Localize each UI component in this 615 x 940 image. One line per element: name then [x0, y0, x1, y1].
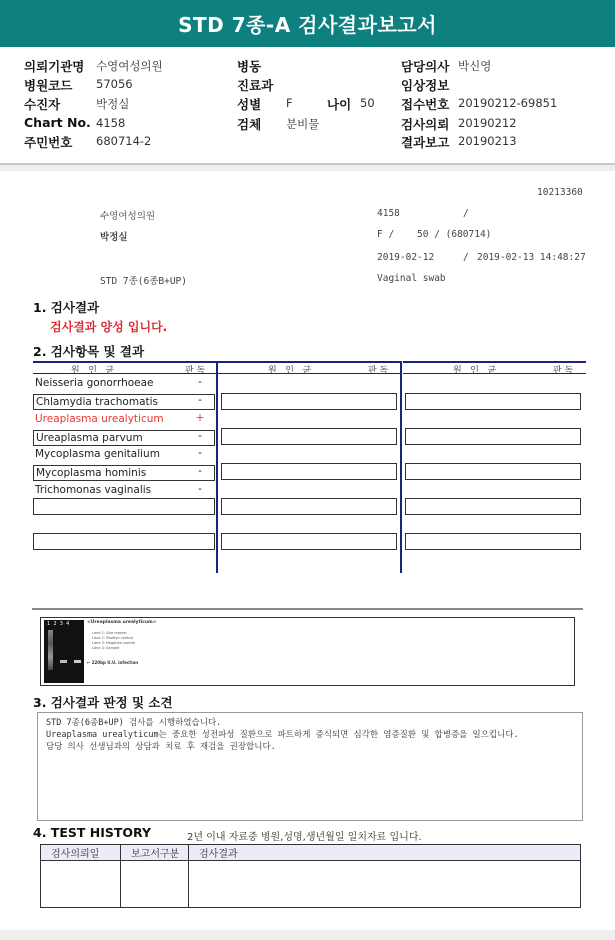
report-date-separator: /: [463, 252, 469, 263]
history-cell: [189, 861, 581, 908]
value-doctor: 박신영: [458, 59, 492, 73]
value-result-date: 20190213: [458, 134, 517, 148]
label-doctor: 담당의사: [401, 59, 450, 74]
table-head-col3: 원 인 균 판 독: [403, 361, 586, 374]
empty-row: [405, 393, 581, 410]
value-resident-no: 680714-2: [96, 134, 152, 148]
gel-band: [60, 660, 67, 663]
report-date-request: 2019-02-12: [377, 252, 435, 263]
value-hospital-code: 57056: [96, 77, 133, 91]
organism-result: -: [198, 483, 202, 495]
organism-name: Chlamydia trachomatis: [33, 394, 215, 410]
label-request-date: 검사의뢰: [401, 117, 450, 132]
report-test-name: STD 7종(6종B+UP): [100, 276, 187, 287]
gel-legend: Lane 2: Positive control: [92, 636, 133, 640]
gel-electrophoresis-image: [44, 620, 84, 683]
gel-legend: Lane 1: Size marker: [92, 631, 127, 635]
report-patient: 박정실: [100, 232, 128, 243]
empty-row: [221, 533, 397, 550]
empty-row: [221, 393, 397, 410]
label-department: 진료과: [237, 78, 274, 93]
value-receipt-no: 20190212-69851: [458, 96, 558, 110]
empty-row: [405, 533, 581, 550]
report-title: STD 7종-A 검사결과보고서: [0, 0, 615, 47]
label-clinical-info: 임상정보: [401, 78, 450, 93]
label-chart-no: Chart No.: [24, 115, 91, 130]
label-specimen: 검체: [237, 117, 262, 132]
value-age: 50: [360, 96, 375, 110]
empty-row: [405, 463, 581, 480]
gel-lane-numbers: 1 2 3 4: [47, 621, 70, 627]
gel-legend: Lane 4: Sample: [92, 646, 120, 650]
value-specimen: 분비물: [286, 117, 320, 131]
report-separator: /: [463, 208, 469, 219]
empty-row: [221, 428, 397, 445]
gel-band-label: ← 220bp U.U. infection: [87, 660, 139, 665]
table-divider-2: [400, 361, 402, 573]
gel-legend: Lane 3: Negative control: [92, 641, 136, 645]
organism-name: Mycoplasma hominis: [33, 465, 215, 481]
history-table: [40, 844, 581, 908]
result-positive-message: 검사결과 양성 입니다.: [50, 320, 168, 334]
organism-name-positive: Ureaplasma urealyticum: [35, 413, 164, 425]
history-header-result: 검사결과: [189, 845, 581, 861]
label-sex: 성별: [237, 97, 262, 112]
report-specimen: Vaginal swab: [377, 273, 446, 284]
value-institution: 수영여성의원: [96, 59, 163, 73]
table-divider-1: [216, 361, 218, 573]
section-opinion-heading: 3. 검사결과 판정 및 소견: [33, 695, 173, 710]
organism-result-positive: +: [195, 412, 205, 424]
label-result-date: 결과보고: [401, 135, 450, 150]
section-result-heading: 1. 검사결과: [33, 300, 100, 315]
organism-name: Neisseria gonorrhoeae: [35, 377, 154, 389]
gel-title: <Ureaplasma urealyticum>: [87, 620, 157, 625]
report-number: 10213360: [537, 187, 583, 198]
label-age: 나이: [327, 97, 352, 112]
gel-marker-lane: [48, 630, 53, 670]
organism-name: Trichomonas vaginalis: [35, 484, 152, 496]
organism-result: -: [198, 465, 202, 477]
label-hospital-code: 병원코드: [24, 78, 73, 93]
opinion-line: Ureaplasma urealyticum는 중요한 성전파성 질환으로 파트하게 증식되면 심각한 염증질환 및 합병증을 일으킵니다.: [46, 730, 519, 740]
organism-result: -: [198, 376, 202, 388]
value-sex: F: [286, 96, 293, 110]
report-institution: 수영여성의원: [100, 211, 156, 222]
history-header-date: 검사의뢰일: [41, 845, 121, 861]
empty-row: [33, 498, 215, 515]
label-patient: 수진자: [24, 97, 61, 112]
empty-row: [221, 463, 397, 480]
section-history-heading: 4. TEST HISTORY: [33, 825, 152, 840]
table-head-col1: 원 인 균 판 독: [33, 361, 216, 374]
label-ward: 병동: [237, 59, 262, 74]
history-cell: [41, 861, 121, 908]
page-footer-band: [0, 930, 615, 940]
empty-row: [405, 498, 581, 515]
report-chart: 4158: [377, 208, 400, 219]
divider: [32, 608, 583, 610]
table-head-col2: 원 인 균 판 독: [218, 361, 401, 374]
history-note: 2년 이내 자료중 병원,성명,생년월일 일치자료 입니다.: [187, 832, 422, 843]
gel-band: [74, 660, 81, 663]
organism-result: -: [198, 394, 202, 406]
organism-name: Ureaplasma parvum: [33, 430, 215, 446]
header-divider: [0, 165, 615, 171]
opinion-line: 담당 의사 선생님과의 상담과 치료 후 재검을 권장합니다.: [46, 742, 276, 752]
report-sex-age: F / 50 / (680714): [377, 229, 492, 240]
section-items-heading: 2. 검사항목 및 결과: [33, 344, 145, 359]
value-chart-no: 4158: [96, 116, 126, 130]
value-request-date: 20190212: [458, 116, 517, 130]
label-resident-no: 주민번호: [24, 135, 73, 150]
label-receipt-no: 접수번호: [401, 97, 450, 112]
history-cell: [121, 861, 189, 908]
label-institution: 의뢰기관명: [24, 59, 85, 74]
empty-row: [405, 428, 581, 445]
empty-row: [221, 498, 397, 515]
history-header-type: 보고서구분: [121, 845, 189, 861]
value-patient: 박정실: [96, 97, 130, 111]
report-header: [0, 47, 615, 165]
report-date-result: 2019-02-13 14:48:27: [477, 252, 586, 263]
gel-image-panel: [40, 617, 575, 686]
opinion-line: STD 7종(6종B+UP) 검사를 시행하였습니다.: [46, 718, 222, 728]
organism-name: Mycoplasma genitalium: [35, 448, 160, 460]
organism-result: -: [198, 447, 202, 459]
empty-row: [33, 533, 215, 550]
organism-result: -: [198, 430, 202, 442]
